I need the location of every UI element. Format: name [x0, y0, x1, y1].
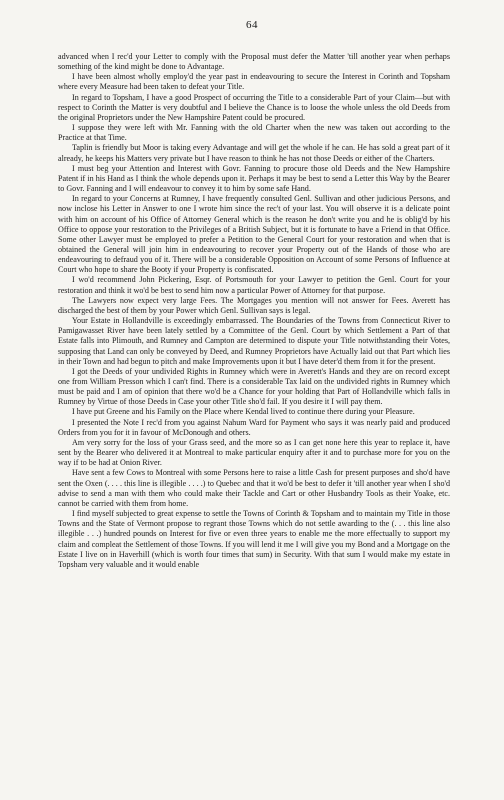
paragraph: I find myself subjected to great expense to settle the Towns of Corinth & Topsham and to maintain my Title in those Towns and the State of Vermont propose to regrant those Towns which do not settle awarding to the (. . . this line also illegible . . .) hundred pounds on Interest for five or even three years to enable me the more effectually to support my claim and compleat the Settlement of those Towns. If you will lend it me I will give you my Bond and a Mortgage on the Estate I live on in Haverhill (which is worth four times that sum) in Security. With that sum I would make my estate in Topsham very valuable and it would enable	[58, 509, 450, 569]
paragraph: Your Estate in Hollandville is exceedingly embarrassed. The Boundaries of the Towns from Connecticut River to Pamigawasset River have been lately settled by a Committee of the Genl. Court by which Settlement a Part of that Estate falls into Plimouth, and Rumney and Campton are determined to dispute your Title notwithstanding their Votes, supposing that Land can only be conveyed by Deed, and Rumney Proprietors have Actually laid out that Part which lies in their Town and had begun to pitch and make Improvements upon it but I have deter'd them from it for the present.	[58, 316, 450, 366]
paragraph: Have sent a few Cows to Montreal with some Persons here to raise a little Cash for present purposes and sho'd have sent the Oxen (. . . . this line is illegible . . . .) to Quebec and that it wo'd be best to defer it 'till another year when I sho'd advise to send a man with them who could make their Tackle and Cart or other Husbandry Tools as their Yoake, etc. cannot be carried with them from home.	[58, 468, 450, 508]
paragraph: Taplin is friendly but Moor is taking every Advantage and will get the whole if he can. He has sold a great part of it already, he keeps his Matters very private but I have reason to think he has not those Deeds or either of the Charters.	[58, 143, 450, 163]
paragraph: In regard to your Concerns at Rumney, I have frequently consulted Genl. Sullivan and other judicious Persons, and now inclose his Letter in Answer to one I wrote him since the rec't of your last. You will observe it is a delicate point with him on account of his Office of Attorney General which is the reason he don't write you and he is oblig'd by his Office to oppose your restoration to the Privileges of a British Subject, but it is fortunate to have a Friend in that Office. Some other Lawyer must be employed to prefer a Petition to the General Court for your restoration and when that is obtained the General will join him in endeavouring to recover your Property out of the Hands of those who are endeavouring to defraud you of it. There will be a considerable Opposition on Account of some Persons of Influence at Court who hope to share the Booty if your Property is confiscated.	[58, 194, 450, 275]
paragraph: I got the Deeds of your undivided Rights in Rumney which were in Averett's Hands and they are on record except one from William Presson which I can't find. There is a considerable Tax laid on the undivided rights in Rumney which must be paid and I am of opinion that there wo'd be a Chance for your holding that Part of Hollandville which falls in Rumney by Virtue of those Deeds in Case your other Title sho'd fail. If you desire it I will pay them.	[58, 366, 450, 407]
paragraph: The Lawyers now expect very large Fees. The Mortgages you mention will not answer for Fees. Averett has discharged the best of them by your Power which Genl. Sullivan says is legal.	[58, 295, 450, 315]
paragraph: In regard to Topsham, I have a good Prospect of occurring the Title to a considerable Part of your Claim—but with respect to Corinth the Matter is very doubtful and I believe the Chance is to loose the whole unless the old Deeds from the original Proprietors under the New Hampshire Patent could be procured.	[58, 92, 450, 122]
paragraph: I must beg your Attention and Interest with Govr. Fanning to procure those old Deeds and the New Hampshire Patent if in his Hand as I think the whole depends upon it. Perhaps it may be best to send a Letter this Way by the Bearer to Govr. Fanning and I will endeavour to convey it to him by some safe Hand.	[58, 163, 450, 194]
paragraph: I have been almost wholly employ'd the year past in endeavouring to secure the Interest in Corinth and Topsham where every Measure had been taken to defeat your Title.	[58, 72, 450, 92]
paragraph: I have put Greene and his Family on the Place where Kendal lived to continue there during your Pleasure.	[72, 407, 415, 417]
paragraph: I suppose they were left with Mr. Fanning with the old Charter when the new was taken out according to the Practice at that Time.	[58, 123, 450, 143]
paragraph: advanced when I rec'd your Letter to comply with the Proposal must defer the Matter 'till another year when perhaps something of the kind might be done to Advantage.	[58, 52, 450, 72]
paragraph: I wo'd recommend John Pickering, Esqr. of Portsmouth for your Lawyer to petition the Genl. Court for your restoration and think it wo'd be best to send him now a particular Power of Attorney for that purpose.	[58, 275, 450, 295]
page-number: 64	[246, 19, 258, 31]
paragraph: I presented the Note I rec'd from you against Nahum Ward for Payment who says it was nearly paid and produced Orders from you for it in favour of McDonough and others.	[58, 417, 450, 437]
paragraph: Am very sorry for the loss of your Grass seed, and the more so as I can get none here this year to replace it, have sent by the Bearer who delivered it at Montreal to make particular enquiry after it and to purchase more for you on the way if to be had at Onion River.	[58, 437, 450, 468]
letter-body	[58, 52, 450, 570]
